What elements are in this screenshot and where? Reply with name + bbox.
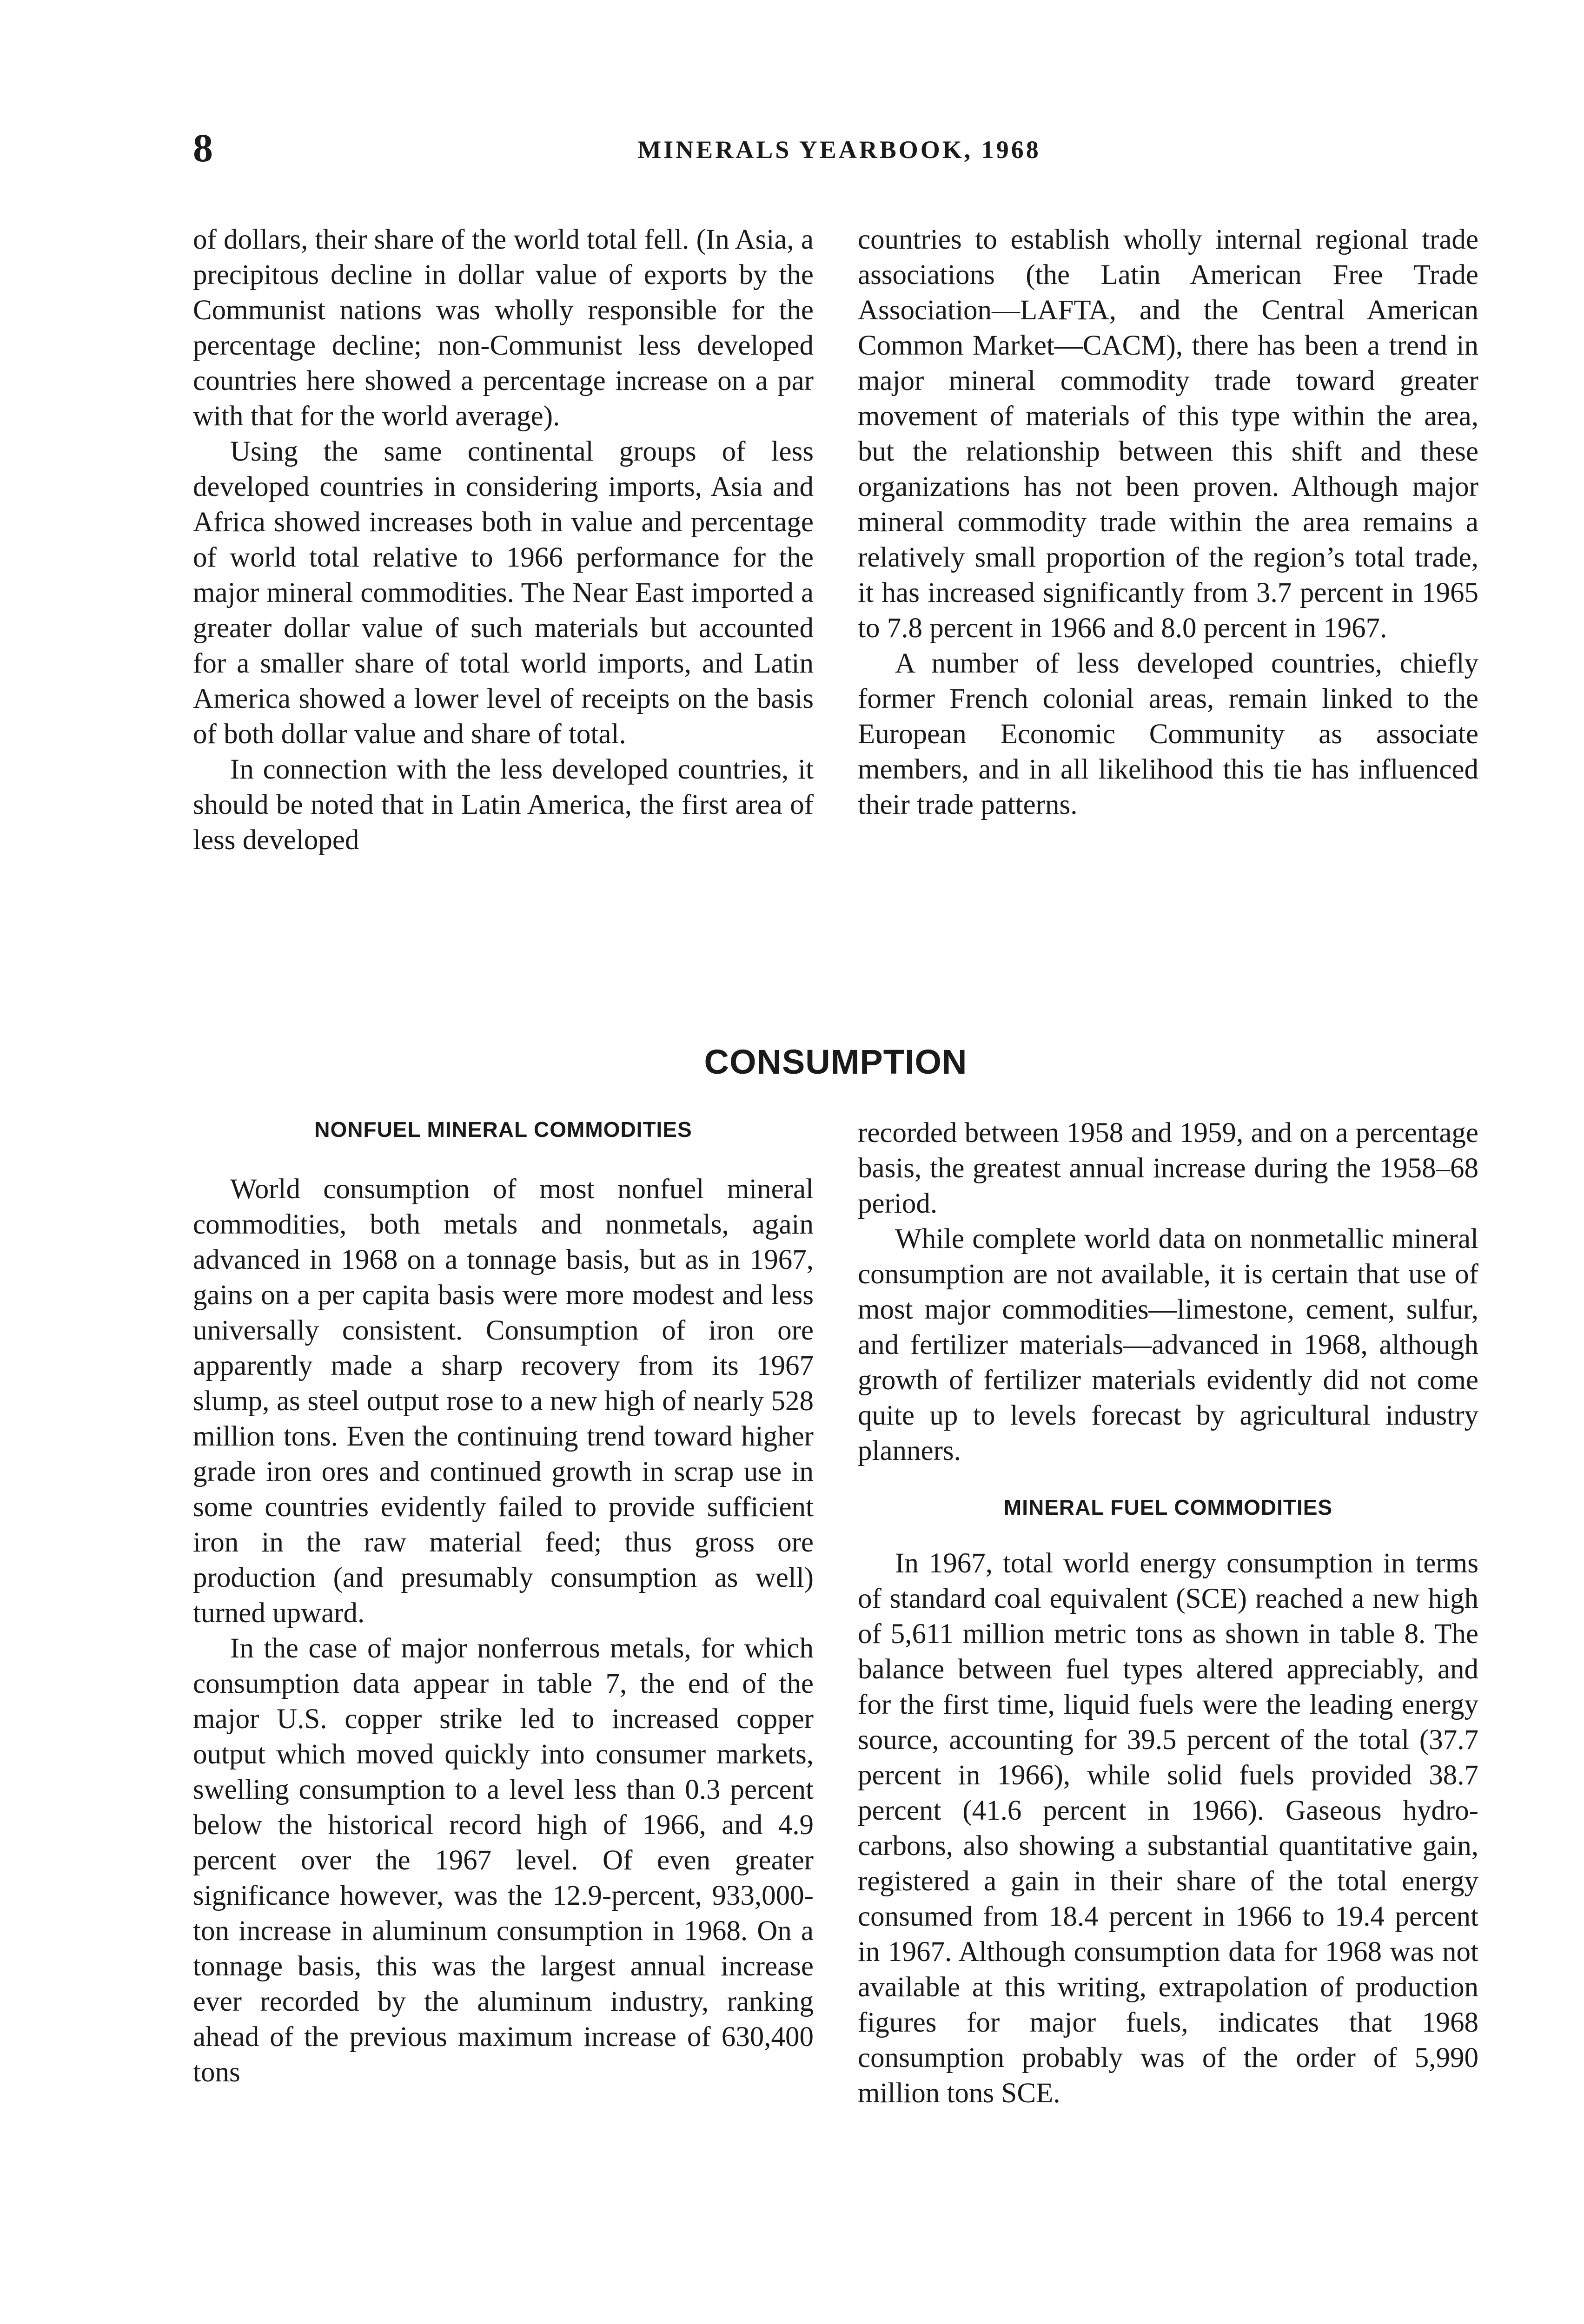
page-number: 8 [193,125,213,170]
subheading-mineral-fuel: MINERAL FUEL COMMODITIES [1003,1495,1333,1519]
paragraph: countries to establish wholly internal regional trade associations (the Latin American Free Trade Association—LAFTA, and the Central American Common Market—CACM), there has been a trend in major mineral commodity trade toward greater movement of materials of this type within the area, but the relationship between this shift and these organizations has not been proven. Although major mineral commodity trade within the area remains a relatively small proportion of the region’s total trade, it has increased significantly from 3.7 percent in 1965 to 7.8 percent in 1966 and 8.0 percent in 1967. [858,224,1478,644]
running-title: MINERALS YEARBOOK, 1968 [637,136,1041,164]
page-header [193,125,1485,176]
paragraph: Using the same continental groups of less developed countries in considering imports, Asia and Africa showed increases both in value and percentage of world total relative to 1966 performance for the major mineral commodities. The Near East imported a greater dollar value of such materials but accounted for a smaller share of total world imports, and Latin America showed a lower level of receipts on the basis of both dollar value and share of total. [193,436,814,750]
section-heading-consumption: CONSUMPTION [704,1043,968,1081]
paragraph: In connection with the less developed countries, it should be noted that in Latin America, the first area of less developed [193,754,814,856]
paragraph: A number of less developed countries, chiefly former French colonial areas, remain linked to the European Economic Community as associate members, and in all likelihood this tie has influenced their trade patterns. [858,648,1478,820]
subheading-nonfuel: NONFUEL MINERAL COMMODITIES [314,1117,692,1142]
paragraph: recorded between 1958 and 1959, and on a percentage basis, the greatest annual increase during the 1958–68 period. [858,1117,1478,1219]
paragraph: In 1967, total world energy consumption in terms of standard coal equivalent (SCE) reached a new high of 5,611 million metric tons as shown in table 8. The balance between fuel types altered appreciably, and for the first time, liquid fuels were the leading energy source, accounting for 39.5 percent of the total (37.7 percent in 1966), while solid fuels provided 38.7 percent (41.6 percent in 1966). Gaseous hydrocarbons, also showing a substantial quantitative gain, registered a gain in their share of the total energy consumed from 18.4 percent in 1966 to 19.4 percent in 1967. Although consumption data for 1968 was not available at this writing, extrapolation of production figures for major fuels, indicates that 1968 consumption probably was of the order of 5,990 million tons SCE. [858,1548,1478,2109]
paragraph: of dollars, their share of the world total fell. (In Asia, a precipitous decline in dollar value of exports by the Communist nations was wholly responsible for the percentage decline; non-Communist less developed countries here showed a percentage increase on a par with that for the world average). [193,224,814,432]
paragraph: In the case of major nonferrous metals, for which consumption data appear in table 7, the end of the major U.S. copper strike led to increased copper output which moved quickly into consumer markets, swelling consumption to a level less than 0.3 percent below the historical record high of 1966, and 4.9 percent over the 1967 level. Of even greater significance however, was the 12.9-percent, 933,000-ton increase in aluminum consumption in 1968. On a tonnage basis, this was the largest annual increase ever recorded by the aluminum industry, ranking ahead of the previous maximum increase of 630,400 tons [193,1633,814,2088]
paragraph: World consumption of most nonfuel mineral commodities, both metals and nonmetals, again advanced in 1968 on a tonnage basis, but as in 1967, gains on a per capita basis were more modest and less universally consistent. Consumption of iron ore apparently made a sharp recovery from its 1967 slump, as steel output rose to a new high of nearly 528 million tons. Even the continuing trend toward higher grade iron ores and continued growth in scrap use in some countries evidently failed to provide sufficient iron in the raw material feed; thus gross ore production (and presumably consumption as well) turned upward. [193,1174,814,1629]
consumption-right-column [858,1116,1478,2111]
top-right-column [858,222,1478,823]
paragraph: While complete world data on nonmetallic mineral consumption are not available, it is certain that use of most major commodities—limestone, cement, sulfur, and fertilizer materials—advanced in 1968, although growth of fertilizer materials evidently did not come quite up to levels forecast by agricultural industry planners. [858,1223,1478,1466]
top-left-column [193,222,814,858]
nonfuel-left-column [193,1113,814,2090]
